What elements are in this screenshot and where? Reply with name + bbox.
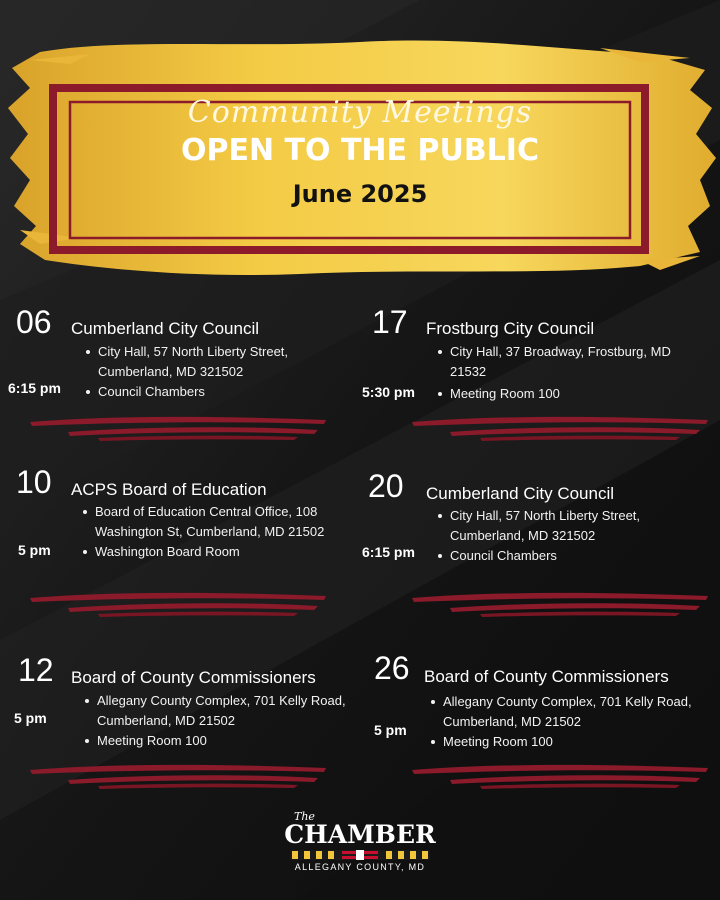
event-time: 5 pm (374, 722, 407, 738)
header-main-title: OPEN TO THE PUBLIC (181, 133, 539, 168)
event-day: 10 (16, 464, 52, 500)
event-room: Council Chambers (85, 382, 340, 402)
event-day: 06 (16, 304, 52, 340)
event-location: City Hall, 57 North Liberty Street, Cumberland, MD 321502 (85, 342, 340, 382)
brush-divider (28, 760, 328, 790)
event-title: ACPS Board of Education (71, 480, 267, 499)
brush-divider (28, 412, 328, 442)
event-details (84, 691, 346, 751)
logo-subtitle: ALLEGANY COUNTY, MD (294, 862, 426, 872)
logo-the: The (294, 810, 315, 823)
event-card (0, 300, 345, 440)
event-details (82, 502, 350, 562)
brush-divider (410, 588, 710, 618)
brush-divider (410, 760, 710, 790)
event-room: Meeting Room 100 (437, 384, 702, 404)
event-time: 6:15 pm (8, 380, 61, 396)
event-card (360, 300, 705, 440)
event-title: Frostburg City Council (426, 319, 595, 338)
event-room: Meeting Room 100 (84, 731, 346, 751)
chamber-logo (280, 812, 440, 872)
event-details (430, 692, 702, 752)
event-card (360, 462, 705, 622)
event-title: Board of County Commissioners (424, 667, 669, 686)
header-month: June 2025 (292, 180, 428, 208)
event-title: Cumberland City Council (426, 484, 615, 503)
maryland-flag-stripe-icon (290, 850, 430, 860)
header-script-title: Community Meetings (187, 95, 533, 130)
brush-divider (28, 588, 328, 618)
event-location: Allegany County Complex, 701 Kelly Road, Cumberland, MD 21502 (430, 692, 702, 732)
header-text (60, 96, 660, 212)
event-time: 6:15 pm (362, 544, 415, 560)
event-room: Meeting Room 100 (430, 732, 702, 752)
event-details (437, 506, 702, 566)
event-day: 17 (372, 304, 408, 340)
event-card (0, 460, 345, 620)
event-day: 20 (368, 468, 404, 504)
event-card (360, 648, 705, 798)
event-details (437, 342, 702, 404)
event-location: City Hall, 57 North Liberty Street, Cumberland, MD 321502 (437, 506, 702, 546)
event-location: Allegany County Complex, 701 Kelly Road, Cumberland, MD 21502 (84, 691, 346, 731)
event-location: City Hall, 37 Broadway, Frostburg, MD 21532 (437, 342, 702, 382)
event-day: 26 (374, 650, 410, 686)
event-day: 12 (18, 652, 54, 688)
brush-divider (410, 412, 710, 442)
event-title: Cumberland City Council (71, 319, 260, 338)
event-card (0, 648, 345, 798)
event-room: Council Chambers (437, 546, 702, 566)
event-time: 5:30 pm (362, 384, 415, 400)
event-time: 5 pm (14, 710, 47, 726)
logo-name: CHAMBER (284, 820, 436, 849)
event-location: Board of Education Central Office, 108 Washington St, Cumberland, MD 21502 (82, 502, 350, 542)
event-details (85, 342, 340, 402)
event-time: 5 pm (18, 542, 51, 558)
event-room: Washington Board Room (82, 542, 350, 562)
event-title: Board of County Commissioners (71, 668, 316, 687)
